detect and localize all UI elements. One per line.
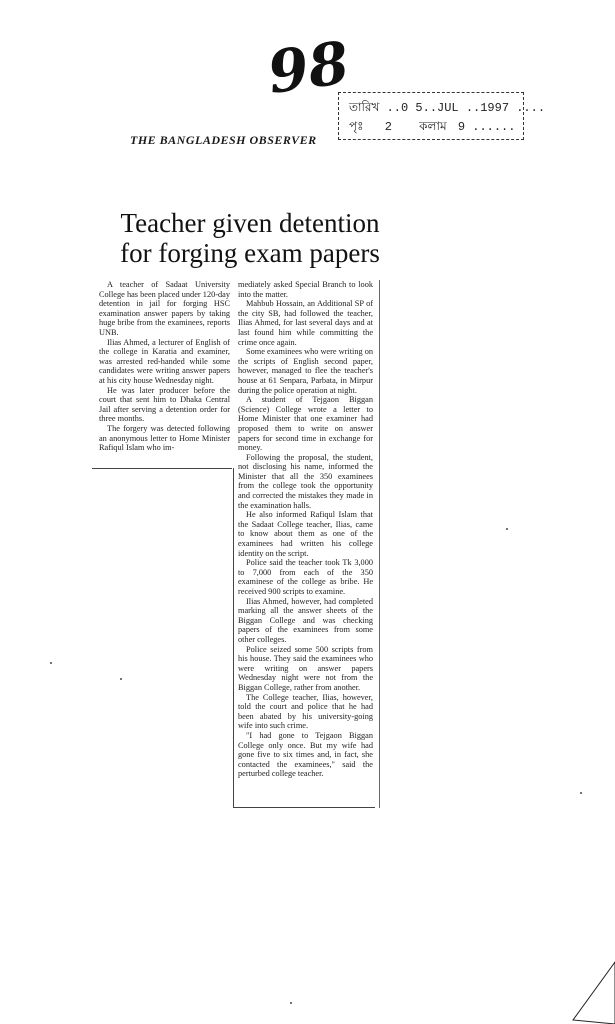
- column-1-paragraph: Ilias Ahmed, a lecturer of English of the college in Karatia and examiner, was arrested red-handed while some candidates were writing answer papers at his city house Wednesday night.: [99, 337, 230, 385]
- stamp-date-label: তারিখ: [349, 101, 380, 115]
- column-2-paragraph: Police said the teacher took Tk 3,000 to 7,000 from each of the 350 examinese of the college as bribe. He received 900 scripts to examine.: [238, 558, 373, 596]
- column-2-paragraph: A student of Tejgaon Biggan (Science) College wrote a letter to Home Minister that one examiner had proposed them to write on answer papers for second time in exchange for money.: [238, 395, 373, 453]
- stamp-page-value: 2: [384, 120, 392, 134]
- article-column-1: [99, 280, 230, 453]
- scan-speck: [50, 662, 52, 664]
- scan-speck: [120, 678, 122, 680]
- article-headline: [100, 208, 400, 268]
- stamp-date-value: ..0 5..JUL ..1997: [386, 101, 510, 115]
- column-2-paragraph: Police seized some 500 scripts from his house. They said the examinees who were writing on answer papers Wednesday night were not from the Biggan College, rather from another.: [238, 644, 373, 692]
- headline-line-2: for forging exam papers: [120, 238, 380, 268]
- column-2-paragraph: Mahbub Hossain, an Additional SP of the city SB, had followed the teacher, Ilias Ahmed, for last several days and at last found him while committing the crime once again.: [238, 299, 373, 347]
- column-2-paragraph: The College teacher, Ilias, however, told the court and police that he had been abated by his university-going wife into such crime.: [238, 692, 373, 731]
- article-column-2: [238, 280, 373, 779]
- page-corner-fold: [571, 960, 615, 1024]
- scan-speck: [290, 1002, 292, 1004]
- archive-date-stamp: [338, 92, 546, 140]
- column-1-paragraph: The forgery was detected following an anonymous letter to Home Minister Rafiqul Islam who im-: [99, 423, 230, 453]
- column-1-paragraph: He was later producer before the court that sent him to Dhaka Central Jail after serving a detention order for three months.: [99, 385, 230, 424]
- column-1-paragraph: A teacher of Sadaat University College has been placed under 120-day detention in jail for forging HSC examination answer papers by taking huge bribe from the examinees, reports UNB.: [99, 280, 230, 337]
- headline-line-1: Teacher given detention: [120, 208, 380, 238]
- column-2-paragraph: "I had gone to Tejgaon Biggan College only once. But my wife had gone five to six times and, in fact, she contacted the examinees," said the perturbed college teacher.: [238, 730, 373, 779]
- stamp-date-row: তারিখ ..0 5..JUL ..1997 ....: [349, 101, 546, 115]
- clipping-cut-line-bottom: [233, 807, 375, 808]
- scan-speck: [506, 528, 508, 530]
- column-2-paragraph: Ilias Ahmed, however, had completed marking all the answer sheets of the Biggan College and was checking papers of the examinees from some other colleges.: [238, 596, 373, 644]
- handwritten-folio-number: 98: [263, 28, 354, 107]
- clipping-cut-line-center: [233, 468, 234, 808]
- newspaper-masthead: THE BANGLADESH OBSERVER: [130, 133, 317, 147]
- column-2-paragraph: mediately asked Special Branch to look into the matter.: [238, 280, 373, 299]
- stamp-page-label: পৃঃ: [349, 120, 364, 134]
- clipping-cut-line-right: [379, 280, 380, 808]
- clipping-cut-line-left: [92, 468, 232, 469]
- stamp-page-row: পৃঃ 2 কলাম 9 ......: [349, 120, 516, 134]
- stamp-column-value: 9: [457, 120, 466, 134]
- column-2-paragraph: Following the proposal, the student, not disclosing his name, informed the Minister that all the 350 examinees from the college took the opportunity and corrected the mistakes they made in the examination halls.: [238, 452, 373, 510]
- column-2-paragraph: Some examinees who were writing on the scripts of English second paper, however, managed to flee the teacher's house at 61 Senpara, Parbata, in Mirpur during the police operation at night.: [238, 347, 373, 395]
- scan-speck: [580, 792, 582, 794]
- stamp-column-label: কলাম: [419, 120, 447, 134]
- column-2-paragraph: He also informed Rafiqul Islam that the Sadaat College teacher, Ilias, came to know about them as one of the examinees had written his college identity on the script.: [238, 510, 373, 558]
